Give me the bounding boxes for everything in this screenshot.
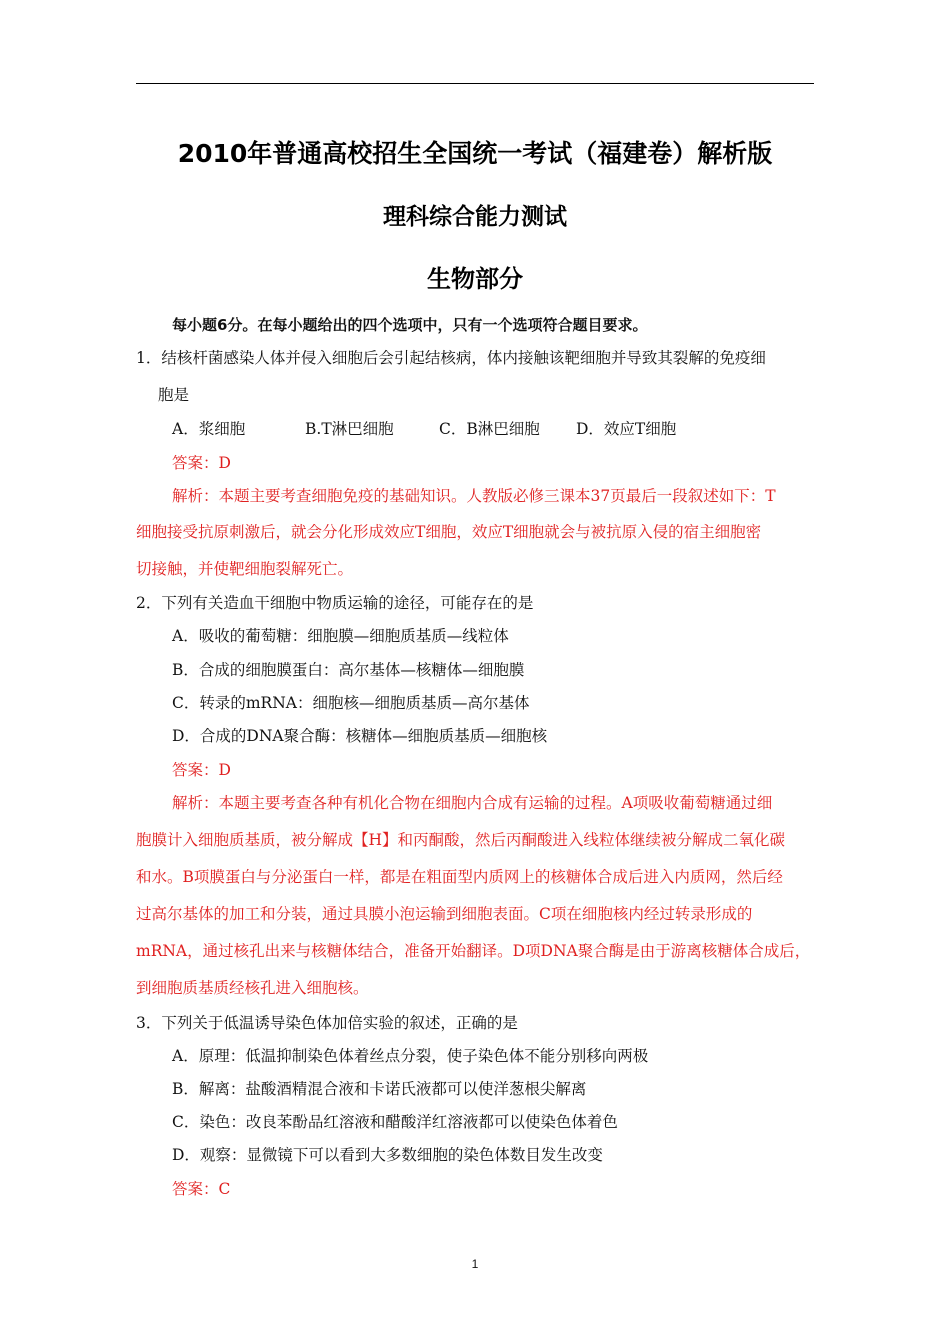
- q3-stem: 3．下列关于低温诱导染色体加倍实验的叙述，正确的是: [136, 1014, 518, 1032]
- instruction-text: 每小题6分。在每小题给出的四个选项中，只有一个选项符合题目要求。: [172, 316, 648, 334]
- q1-stem-line2: 胞是: [158, 386, 190, 404]
- q1-option-c: C．B淋巴细胞: [439, 420, 540, 438]
- q2-analysis-line: 过高尔基体的加工和分装，通过具膜小泡运输到细胞表面。C项在细胞核内经过转录形成的: [136, 905, 753, 923]
- q2-analysis-line: 到细胞质基质经核孔进入细胞核。: [136, 979, 369, 997]
- q3-option-a: A．原理：低温抑制染色体着丝点分裂，使子染色体不能分别移向两极: [172, 1047, 649, 1065]
- q1-options: [172, 419, 676, 439]
- page-title: 2010年普通高校招生全国统一考试（福建卷）解析版: [177, 139, 773, 168]
- q1-option-a: A．浆细胞: [172, 420, 246, 438]
- q2-analysis-line: 和水。B项膜蛋白与分泌蛋白一样，都是在粗面型内质网上的核糖体合成后进入内质网，然后经: [136, 868, 783, 886]
- q2-option-b: B．合成的细胞膜蛋白：高尔基体—核糖体—细胞膜: [172, 661, 525, 679]
- q3-option-d: D．观察：显微镜下可以看到大多数细胞的染色体数目发生改变: [172, 1146, 603, 1164]
- q1-stem-line1: 1．结核杆菌感染人体并侵入细胞后会引起结核病，体内接触该靶细胞并导致其裂解的免疫细: [136, 349, 766, 367]
- header-rule: [136, 83, 814, 84]
- q1-analysis-line: 切接触，并使靶细胞裂解死亡。: [136, 560, 354, 578]
- q1-answer: 答案：D: [172, 454, 231, 472]
- q2-analysis-line: 解析：本题主要考查各种有机化合物在细胞内合成有运输的过程。A项吸收葡萄糖通过细: [172, 794, 773, 812]
- section-title: 生物部分: [427, 265, 523, 293]
- q2-analysis-line: mRNA，通过核孔出来与核糖体结合，准备开始翻译。D项DNA聚合酶是由于游离核糖体合成后，: [136, 942, 811, 960]
- q1-option-d: D．效应T细胞: [576, 420, 677, 438]
- page-number: 1: [471, 1257, 479, 1271]
- q1-analysis-line: 解析：本题主要考查细胞免疫的基础知识。人教版必修三课本37页最后一段叙述如下：T: [172, 487, 776, 505]
- q2-answer: 答案：D: [172, 761, 231, 779]
- q3-option-b: B．解离：盐酸酒精混合液和卡诺氏液都可以使洋葱根尖解离: [172, 1080, 587, 1098]
- q1-analysis-line: 细胞接受抗原刺激后，就会分化形成效应T细胞，效应T细胞就会与被抗原入侵的宿主细胞密: [136, 523, 762, 541]
- q3-answer: 答案：C: [172, 1180, 231, 1198]
- page-subtitle: 理科综合能力测试: [383, 204, 567, 230]
- q2-stem: 2．下列有关造血干细胞中物质运输的途径，可能存在的是: [136, 594, 534, 612]
- q1-option-b: B.T淋巴细胞: [305, 420, 394, 438]
- q2-option-a: A．吸收的葡萄糖：细胞膜—细胞质基质—线粒体: [172, 627, 509, 645]
- q2-option-d: D．合成的DNA聚合酶：核糖体—细胞质基质—细胞核: [172, 727, 548, 745]
- q2-analysis-line: 胞膜计入细胞质基质，被分解成【H】和丙酮酸，然后丙酮酸进入线粒体继续被分解成二氧化碳: [136, 831, 786, 849]
- q2-option-c: C．转录的mRNA：细胞核—细胞质基质—高尔基体: [172, 694, 530, 712]
- q3-option-c: C．染色：改良苯酚品红溶液和醋酸洋红溶液都可以使染色体着色: [172, 1113, 618, 1131]
